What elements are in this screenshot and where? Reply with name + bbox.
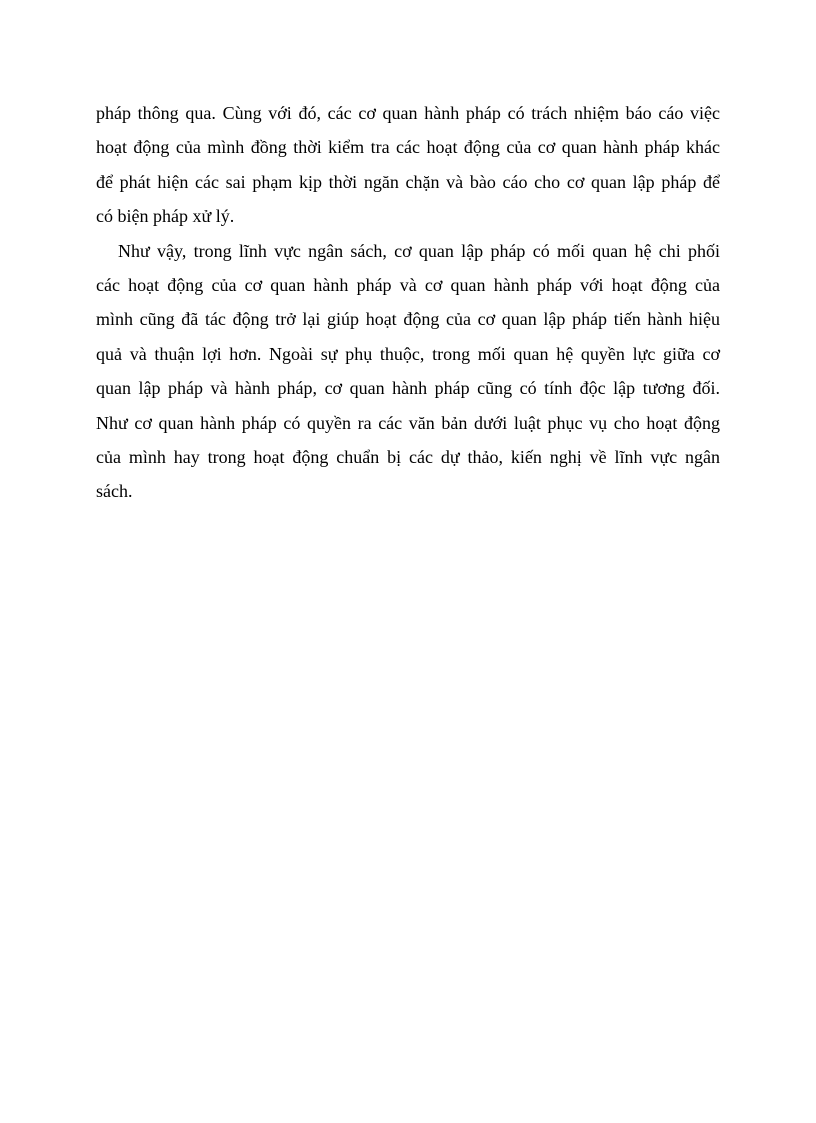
text-line: quan lập pháp và hành pháp, cơ quan hành pháp cũng có tính độc lập tương đối.: [96, 378, 720, 399]
text-line: có biện pháp xử lý.: [96, 206, 235, 227]
paragraph-2: [96, 234, 720, 509]
text-line: của mình hay trong hoạt động chuẩn bị các dự thảo, kiến nghị về lĩnh vực ngân: [96, 446, 720, 467]
text-line: Như vậy, trong lĩnh vực ngân sách, cơ quan lập pháp có mối quan hệ chi phối: [118, 240, 720, 261]
body-text: [96, 96, 720, 509]
text-line: quả và thuận lợi hơn. Ngoài sự phụ thuộc, trong mối quan hệ quyền lực giữa cơ: [96, 343, 720, 364]
text-line: Như cơ quan hành pháp có quyền ra các văn bản dưới luật phục vụ cho hoạt động: [96, 412, 720, 433]
text-line: để phát hiện các sai phạm kịp thời ngăn chặn và bào cáo cho cơ quan lập pháp để: [96, 171, 720, 192]
text-line: mình cũng đã tác động trở lại giúp hoạt động của cơ quan lập pháp tiến hành hiệu: [96, 309, 720, 330]
text-line: các hoạt động của cơ quan hành pháp và cơ quan hành pháp với hoạt động của: [96, 274, 720, 295]
text-line: sách.: [96, 481, 133, 502]
text-line: hoạt động của mình đồng thời kiểm tra các hoạt động của cơ quan hành pháp khác: [96, 137, 720, 158]
text-line: pháp thông qua. Cùng với đó, các cơ quan hành pháp có trách nhiệm báo cáo việc: [96, 103, 720, 123]
paragraph-1: [96, 96, 720, 234]
